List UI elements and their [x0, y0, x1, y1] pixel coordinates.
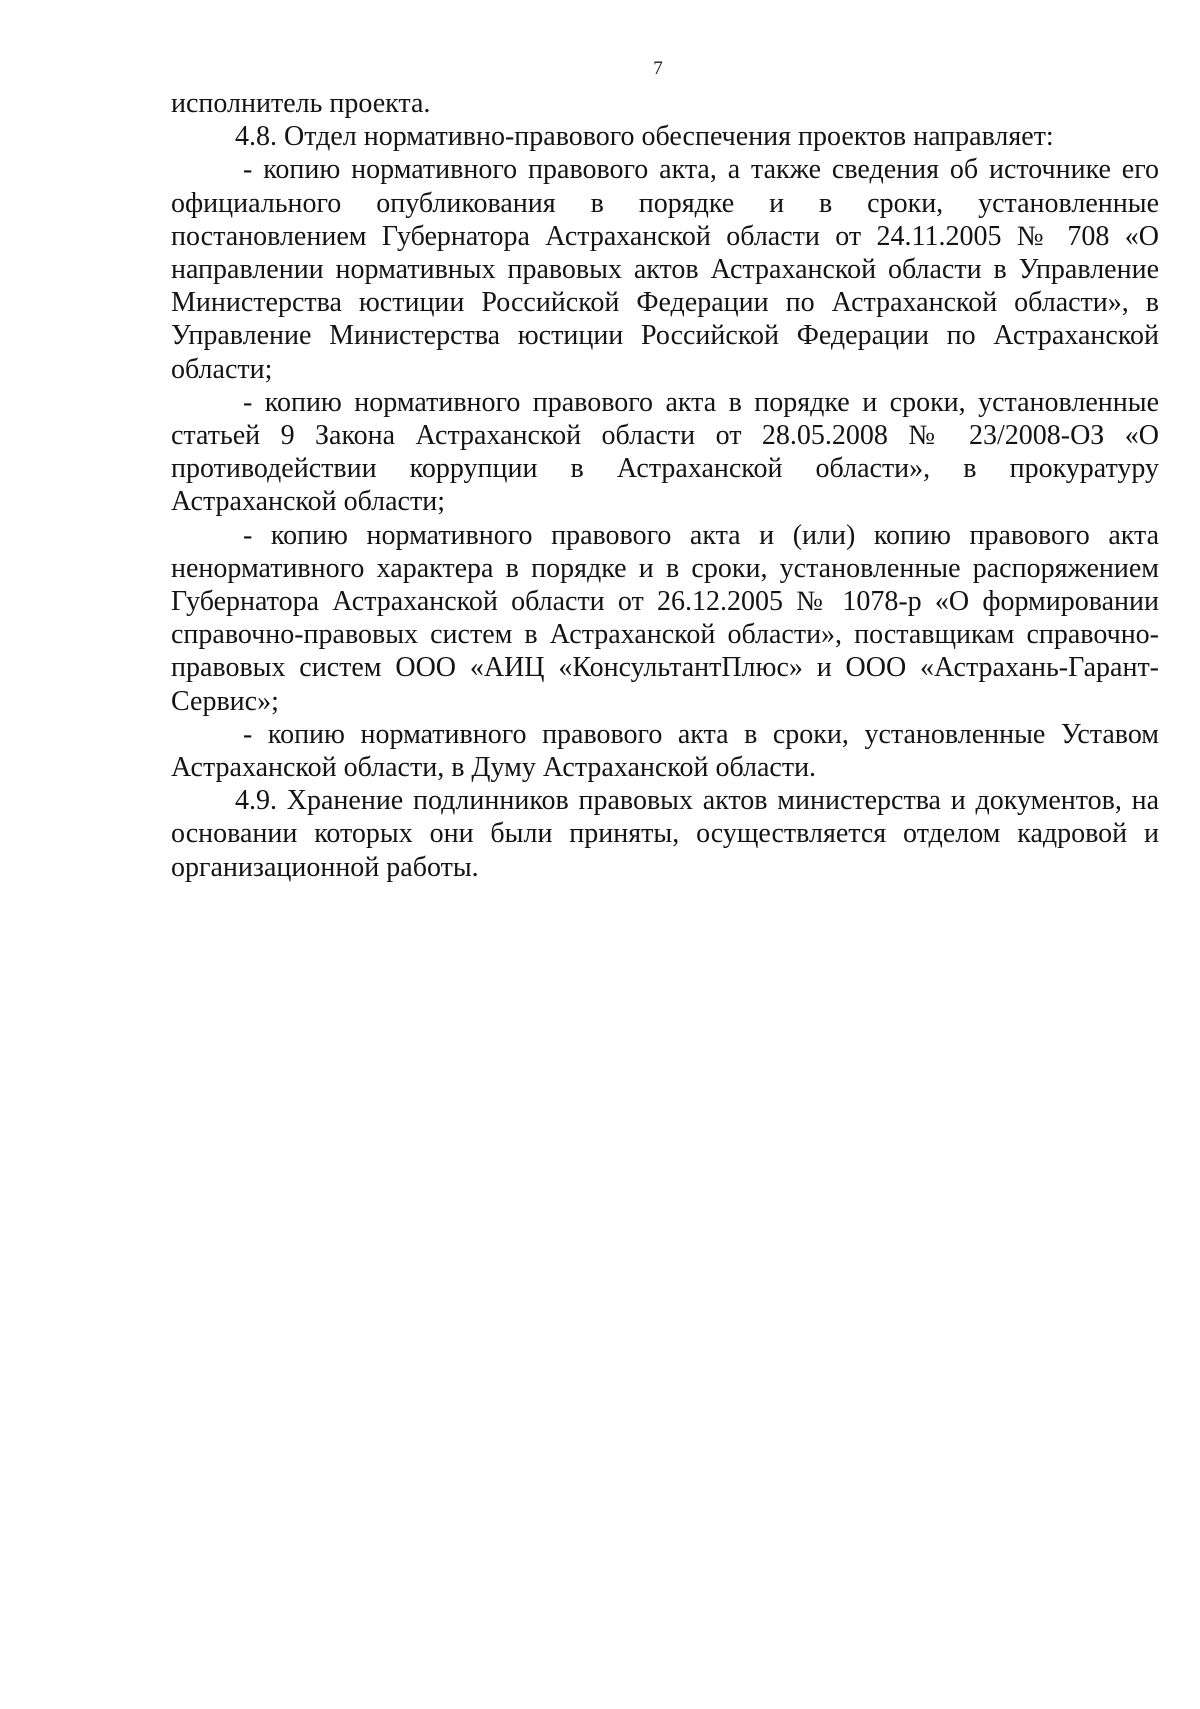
- paragraph-4-8: 4.8. Отдел нормативно-правового обеспечения проектов направляет:: [235, 121, 1054, 153]
- paragraph-continuation: исполнитель проекта.: [171, 88, 431, 119]
- list-item-ministry-justice: - копию нормативного правового акта, а также сведения об источнике его официального опубликования в порядке и в сроки, установленные постановлением Губернатора Астраханской области от 24.11.2005 № 708 «О направлении нормативных правовых актов Астраханской области в Управление Министерства юстиции Российской Федерации по Астраханской области», в Управление Министерства юстиции Российской Федерации по Астраханской области;: [171, 154, 1159, 385]
- page-number: 7: [653, 58, 663, 79]
- list-item-legal-systems: - копию нормативного правового акта и (или) копию правового акта ненормативного характера в порядке и в сроки, установленные распоряжением Губернатора Астраханской области от 26.12.2005 № 1078-р «О формировании справочно-правовых систем в Астраханской области», поставщикам справочно-правовых систем ООО «АИЦ «КонсультантПлюс» и ООО «Астрахань-Гарант-Сервис»;: [171, 519, 1159, 717]
- document-body: [171, 87, 1159, 884]
- paragraph-4-9: 4.9. Хранение подлинников правовых актов министерства и документов, на основании которых они были приняты, осуществляется отделом кадровой и организационной работы.: [171, 785, 1159, 883]
- list-item-duma: - копию нормативного правового акта в сроки, установленные Уставом Астраханской области, в Думу Астраханской области.: [171, 718, 1159, 784]
- list-item-prosecutor: - копию нормативного правового акта в порядке и сроки, установленные статьей 9 Закона Астраханской области от 28.05.2008 № 23/2008-ОЗ «О противодействии коррупции в Астраханской области», в прокуратуру Астраханской области;: [171, 386, 1159, 518]
